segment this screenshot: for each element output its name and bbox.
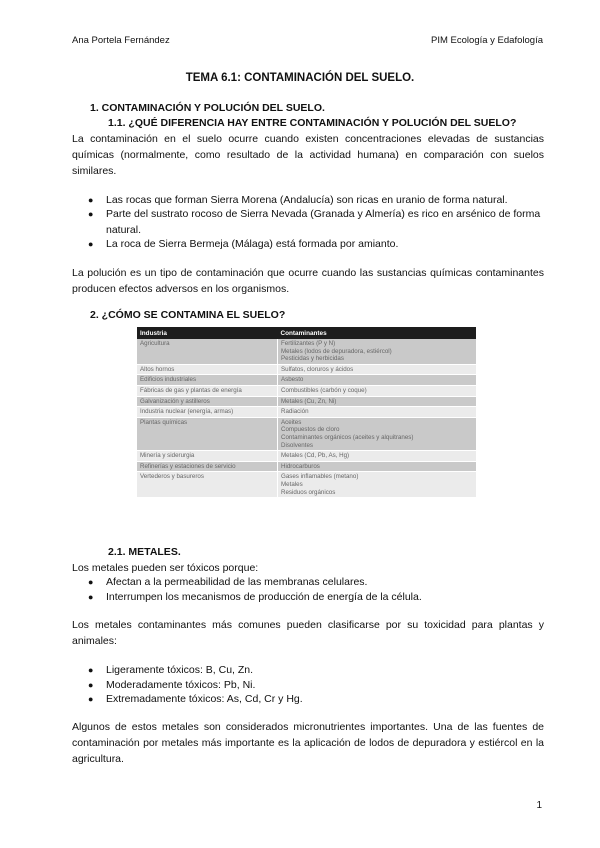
list-item: ● Ligeramente tóxicos: B, Cu, Zn.	[88, 664, 254, 676]
bullet-icon: ●	[88, 665, 94, 675]
table-row	[137, 417, 476, 450]
industry-cell: Vertederos y basureros	[137, 472, 278, 498]
bullet-icon: ●	[88, 694, 94, 704]
contaminants-cell: Gases inflamables (metano) Metales Residuos orgánicos	[278, 472, 477, 498]
contaminants-cell: Sulfatos, cloruros y ácidos	[278, 364, 477, 375]
contaminants-cell: Aceites Compuestos de cloro Contaminantes orgánicos (aceites y alquitranes) Disolventes	[278, 417, 477, 450]
bullet-icon: ●	[88, 239, 94, 249]
section1-subheading: 1.1. ¿QUÉ DIFERENCIA HAY ENTRE CONTAMINACIÓN Y POLUCIÓN DEL SUELO?	[108, 117, 517, 129]
list-item: ● Moderadamente tóxicos: Pb, Ni.	[88, 679, 256, 691]
industry-cell: Altos hornos	[137, 364, 278, 375]
table-row	[137, 339, 476, 364]
section1-paragraph-2: La polución es un tipo de contaminación que ocurre cuando las sustancias químicas contaminantes producen efectos adversos en los organismos.	[72, 267, 544, 295]
contaminants-cell: Combustibles (carbón y coque)	[278, 385, 477, 396]
contaminants-cell: Metales (Cu, Zn, Ni)	[278, 396, 477, 407]
section1-paragraph-1: La contaminación en el suelo ocurre cuando existen concentraciones elevadas de sustancias químicas (normalmente, como resultado de la actividad humana) en comparación con suelos similares.	[72, 133, 544, 177]
table-row	[137, 375, 476, 386]
bullet-icon: ●	[88, 577, 94, 587]
industry-cell: Minería y siderurgia	[137, 451, 278, 462]
section21-heading: 2.1. METALES.	[108, 546, 181, 558]
bullet-icon: ●	[88, 195, 94, 205]
list-item: ● Interrumpen los mecanismos de producción de energía de la célula.	[88, 591, 422, 603]
list-item: ● Las rocas que forman Sierra Morena (Andalucía) son ricas en uranio de forma natural.	[88, 194, 508, 206]
list-item: ● Afectan a la permeabilidad de las membranas celulares.	[88, 576, 368, 588]
bullet-icon: ●	[88, 592, 94, 602]
table-row	[137, 461, 476, 472]
section21-intro: Los metales pueden ser tóxicos porque:	[72, 562, 259, 574]
page-number: 1	[536, 800, 542, 811]
contaminants-cell: Asbesto	[278, 375, 477, 386]
list-item: ● Parte del sustrato rocoso de Sierra Nevada (Granada y Almería) es rico en arsénico de forma natural.	[88, 208, 541, 236]
table-body	[137, 339, 476, 498]
contaminants-cell: Radiación	[278, 407, 477, 418]
contaminants-cell: Fertilizantes (P y N) Metales (lodos de depuradora, estiércol) Pesticidas y herbicidas	[278, 339, 477, 364]
industry-cell: Fábricas de gas y plantas de energía	[137, 385, 278, 396]
header-author: Ana Portela Fernández	[72, 35, 170, 46]
section1-heading: 1. CONTAMINACIÓN Y POLUCIÓN DEL SUELO.	[90, 102, 325, 114]
contaminants-cell: Metales (Cd, Pb, As, Hg)	[278, 451, 477, 462]
industry-cell: Edificios industriales	[137, 375, 278, 386]
table-header-row	[137, 327, 476, 339]
column-header-contaminants: Contaminantes	[278, 327, 477, 339]
header-course: PIM Ecología y Edafología	[431, 35, 543, 46]
industry-cell: Refinerías y estaciones de servicio	[137, 461, 278, 472]
contamination-table	[137, 327, 476, 498]
table-row	[137, 396, 476, 407]
table-row	[137, 385, 476, 396]
table-row	[137, 407, 476, 418]
section2-heading: 2. ¿CÓMO SE CONTAMINA EL SUELO?	[90, 309, 286, 321]
section21-paragraph-1: Los metales contaminantes más comunes pueden clasificarse por su toxicidad para plantas y animales:	[72, 619, 544, 647]
section21-paragraph-2: Algunos de estos metales son considerados micronutrientes importantes. Una de las fuentes de contaminación por metales más importante es la aplicación de lodos de depuradora y estiércol en la agricultura.	[72, 721, 544, 765]
table-row	[137, 472, 476, 498]
contaminants-cell: Hidrocarburos	[278, 461, 477, 472]
table-row	[137, 451, 476, 462]
list-item: ● La roca de Sierra Bermeja (Málaga) está formada por amianto.	[88, 238, 399, 250]
industry-cell: Agricultura	[137, 339, 278, 364]
page-title: TEMA 6.1: CONTAMINACIÓN DEL SUELO.	[185, 72, 415, 84]
industry-cell: Galvanización y astilleros	[137, 396, 278, 407]
industry-cell: Industria nuclear (energía, armas)	[137, 407, 278, 418]
bullet-icon: ●	[88, 680, 94, 690]
list-item: ● Extremadamente tóxicos: As, Cd, Cr y Hg.	[88, 693, 303, 705]
table-row	[137, 364, 476, 375]
column-header-industry: Industria	[137, 327, 278, 339]
bullet-icon: ●	[88, 209, 94, 219]
industry-cell: Plantas químicas	[137, 417, 278, 450]
